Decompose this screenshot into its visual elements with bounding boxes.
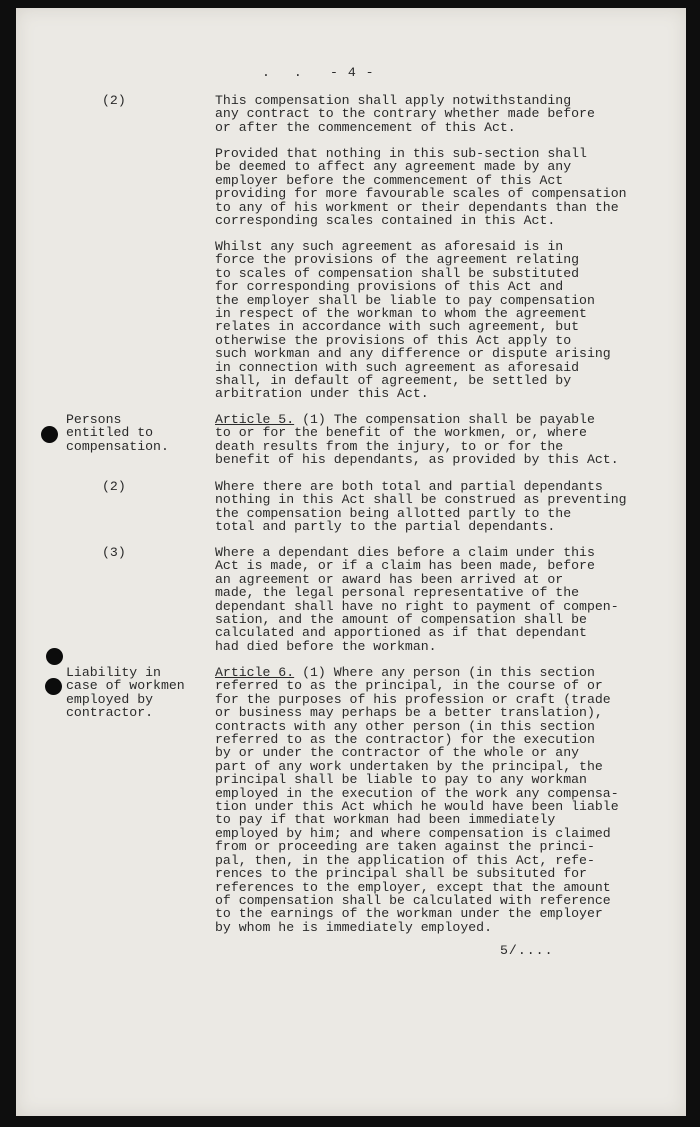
- article-5-heading: Article 5.: [215, 412, 295, 427]
- margin-note-persons-entitled: Persons entitled to compensation.: [66, 412, 169, 454]
- proviso-paragraph: Provided that nothing in this sub-section shall be deemed to affect any agreement made by any employer before the commencement of this Act providing for more favourable scales of compensation to any of his workment or their dependants than the corresponding scales contained in this Act.: [215, 146, 627, 229]
- compensation-paragraph: This compensation shall apply notwithstanding any contract to the contrary whether made before or after the commencement of this Act.: [215, 93, 595, 135]
- subsection-marker-5-2: (2): [102, 479, 126, 494]
- subsection-marker-5-3: (3): [102, 545, 126, 560]
- article-6-heading: Article 6.: [215, 665, 295, 680]
- article-5-2-paragraph: Where there are both total and partial dependants nothing in this Act shall be construed as preventing the compensation being allotted partly to the total and partly to the partial dependants.: [215, 479, 627, 535]
- subsection-marker-2: (2): [102, 93, 126, 108]
- article-5-text: (1) The compensation shall be payable to or for the benefit of the workmen, or, where death results from the injury, to or for the benefit of his dependants, as provided by this Act.: [215, 412, 619, 468]
- article-6-paragraph: [215, 666, 635, 934]
- punch-hole: [46, 648, 63, 665]
- margin-note-liability: Liability in case of workmen employed by contractor.: [66, 665, 185, 721]
- continuation-reference: 5/....: [500, 943, 554, 958]
- agreement-paragraph: Whilst any such agreement as aforesaid is in force the provisions of the agreement relating to scales of compensation shall be substituted for corresponding provisions of this Act and the employer shall be liable to pay compensation in respect of the workman to whom the agreement relates in accordance with such agreement, but otherwise the provisions of this Act apply to such workman and any difference or dispute arising in connection with such agreement as aforesaid shall, in default of agreement, be settled by arbitration under this Act.: [215, 239, 611, 402]
- punch-hole: [45, 678, 62, 695]
- leading-dots: . .: [262, 65, 310, 80]
- article-6-text: (1) Where any person (in this section referred to as the principal, in the course of or for the purposes of his profession or craft (trade or business may perhaps be a better translation), contracts with any other person (in this section referred to as the contractor) for the execution by or under the contractor of the whole or any part of any work undertaken by the principal, the principal shall be liable to pay to any workman employed in the execution of the work any compensa- tion under this Act which he would have been liable to pay if that workman had been immediately employed by him; and where compensation is claimed from or proceeding are taken against the princi- pal, then, in the application of this Act, refe- rences to the principal shall be subsituted for references to the employer, except that the amount of compensation shall be calculated with reference to the earnings of the workman under the employer by whom he is immediately employed.: [215, 665, 619, 935]
- page-number: - 4 -: [330, 65, 375, 80]
- punch-hole: [41, 426, 58, 443]
- article-5-paragraph: [215, 413, 635, 467]
- article-5-3-paragraph: Where a dependant dies before a claim under this Act is made, or if a claim has been made, before an agreement or award has been arrived at or made, the legal personal representative of the dependant shall have no right to payment of compen- sation, and the amount of compensation shall be calculated and apportioned as if that dependant had died before the workman.: [215, 545, 619, 654]
